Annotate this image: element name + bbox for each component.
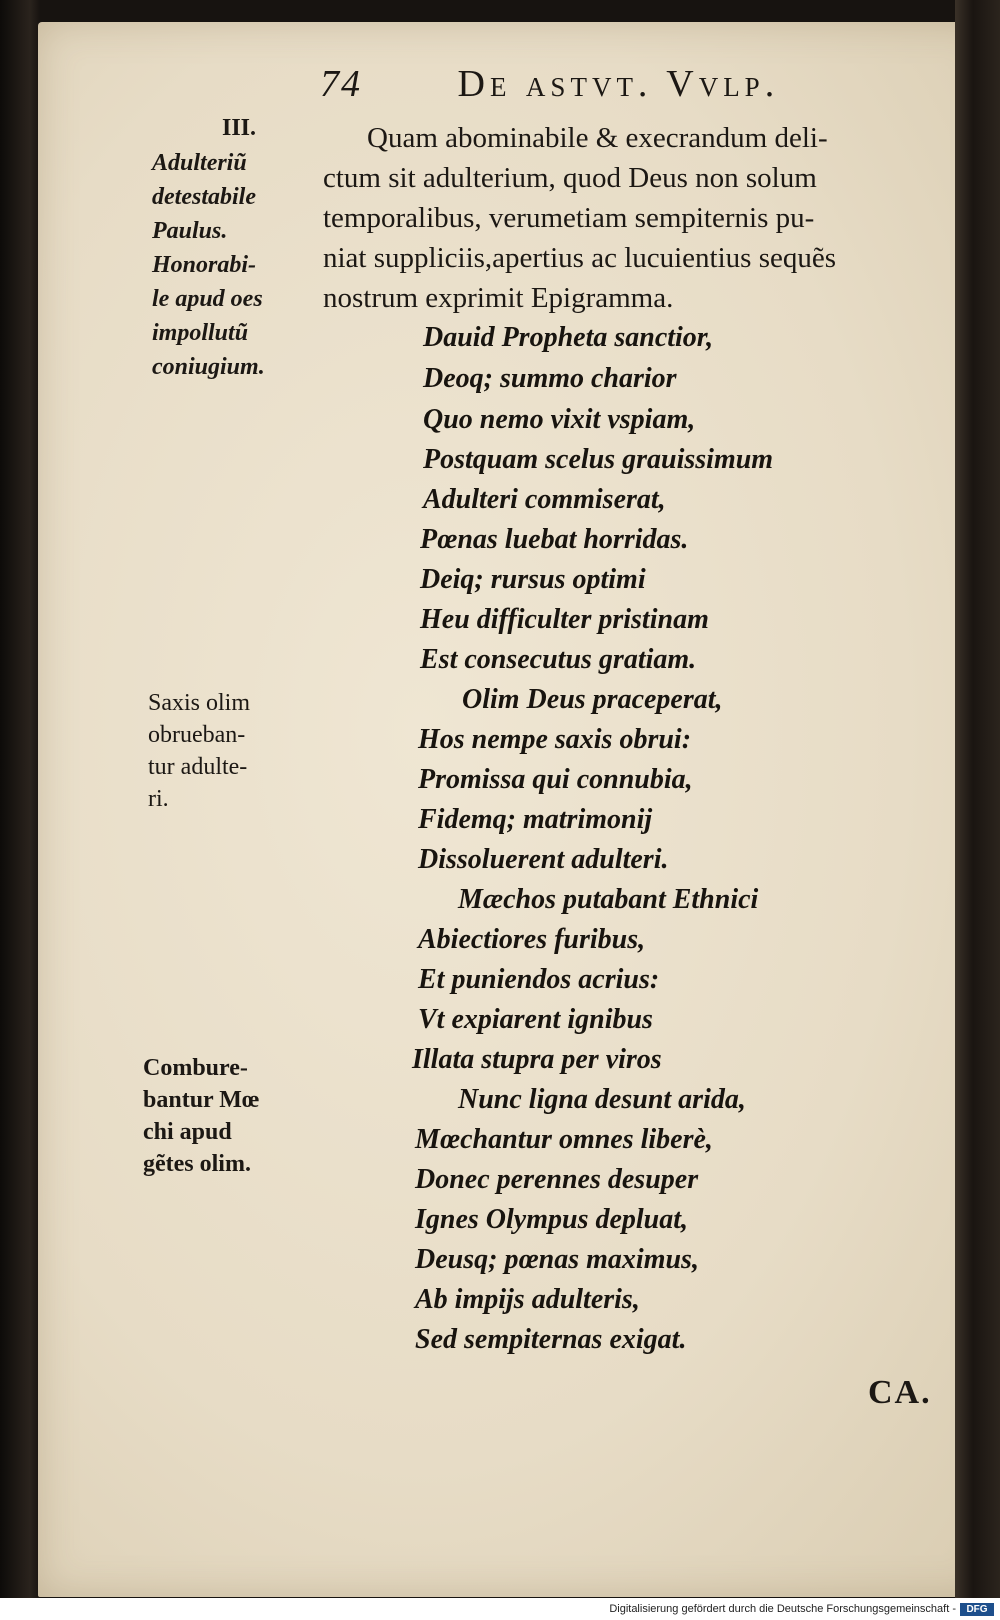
margin-note-line: Combure- [143, 1055, 248, 1081]
verse-line: Abiectiores furibus, [418, 924, 646, 955]
verse-line: Olim Deus praceperat, [462, 684, 723, 715]
margin-note-line: le apud oes [152, 286, 263, 312]
prose-line: temporalibus, verumetiam sempiternis pu- [323, 202, 815, 234]
verse-line: Heu difficulter pristinam [420, 604, 709, 635]
margin-note-burning [143, 1052, 259, 1180]
margin-note-line: obrueban- [148, 722, 246, 748]
verse-line: Deusq; pœnas maximus, [415, 1244, 699, 1275]
dfg-logo: DFG [960, 1603, 994, 1616]
margin-note-line: chi apud [143, 1119, 232, 1145]
prose-line: nostrum exprimit Epigramma. [323, 282, 674, 314]
margin-note-line: ri. [148, 786, 169, 812]
verse-line: Fidemq; matrimonij [418, 804, 653, 835]
verse-line: Est consecutus gratiam. [420, 644, 697, 675]
margin-note-line: Honorabi- [152, 252, 257, 278]
margin-note-line: Adulteriũ [152, 150, 247, 176]
margin-note-stoning [148, 687, 250, 815]
margin-note-line: detestabile [152, 184, 256, 210]
margin-note-line: impollutũ [152, 320, 249, 346]
prose-line: Quam abominabile & execrandum deli- [367, 122, 828, 154]
verse-line: Promissa qui connubia, [418, 764, 693, 795]
catchword: CA. [868, 1374, 932, 1411]
verse-line: Et puniendos acrius: [418, 964, 660, 995]
margin-note-line: Saxis olim [148, 690, 251, 716]
margin-note-line: coniugium. [152, 354, 265, 380]
verse-line: Deoq; summo charior [423, 363, 677, 394]
verse-line: Vt expiarent ignibus [418, 1004, 653, 1035]
digitization-credit: Digitalisierung gefördert durch die Deutsche Forschungsgemeinschaft - [609, 1603, 956, 1615]
margin-note-line: tur adulte- [148, 754, 248, 780]
verse-line: Sed sempiternas exigat. [415, 1324, 687, 1355]
margin-note-number-text: III. [222, 115, 257, 141]
prose-line: niat suppliciis,apertius ac lucuientius sequẽs [323, 242, 837, 274]
running-title: De astvt. Vvlp. [457, 63, 780, 105]
verse-line: Mœchantur omnes liberè, [415, 1124, 713, 1155]
verse-line: Ignes Olympus depluat, [415, 1204, 689, 1235]
verse-line: Mæchos putabant Ethnici [458, 884, 759, 915]
margin-note-line: bantur Mœ [143, 1087, 260, 1113]
verse-line: Adulteri commiserat, [423, 484, 666, 515]
verse-line: Deiq; rursus optimi [420, 564, 646, 595]
margin-note-line: gẽtes olim. [143, 1151, 251, 1177]
verse-line: Hos nempe saxis obrui: [418, 724, 692, 755]
verse-line: Nunc ligna desunt arida, [458, 1084, 746, 1115]
verse-line: Ab impijs adulteris, [415, 1284, 640, 1315]
verse-line: Pœnas luebat horridas. [420, 524, 689, 555]
margin-note-line: Paulus. [152, 218, 228, 244]
verse-line: Illata stupra per viros [412, 1044, 662, 1075]
verse-line: Dissoluerent adulteri. [418, 844, 669, 875]
verse-line: Dauid Propheta sanctior, [423, 322, 714, 353]
prose-line: ctum sit adulterium, quod Deus non solum [323, 162, 817, 194]
verse-line: Quo nemo vixit vspiam, [423, 404, 696, 435]
page-number: 74 [320, 63, 362, 105]
verse-line: Postquam scelus grauissimum [423, 444, 774, 475]
verse-line: Donec perennes desuper [415, 1164, 699, 1195]
